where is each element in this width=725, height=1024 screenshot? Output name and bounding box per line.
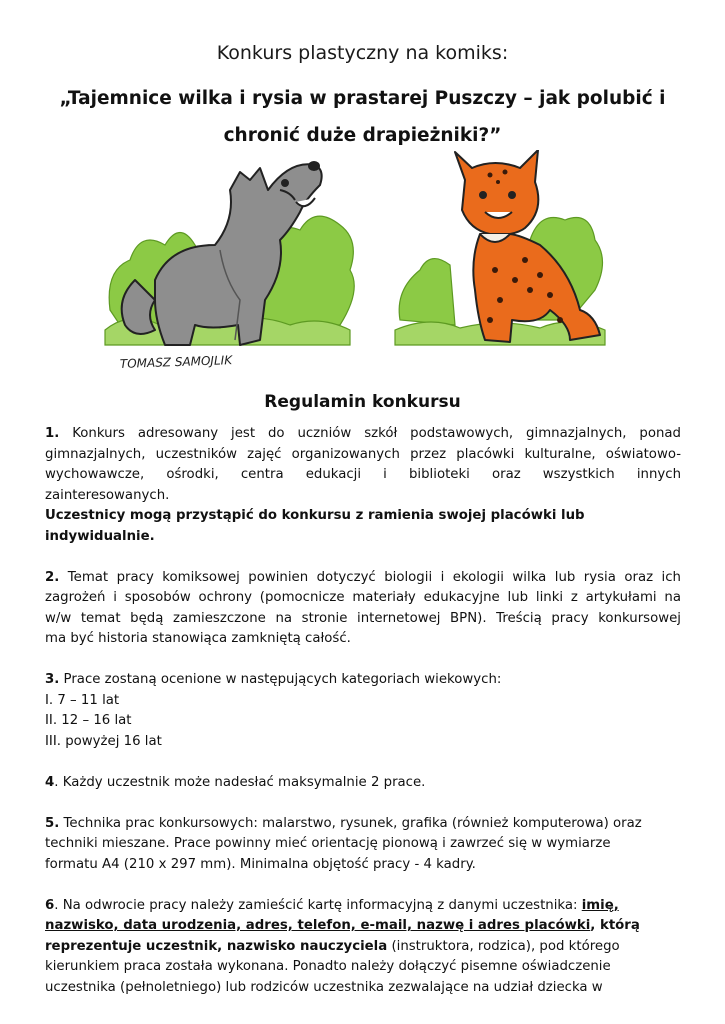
rule-6-underlined-1: imię,	[581, 897, 619, 913]
rules-heading: Regulamin konkursu	[264, 392, 461, 412]
rules-body	[45, 424, 681, 998]
rule-4	[45, 773, 681, 794]
wolf-and-lynx-illustration	[100, 150, 630, 385]
rule-2-line-4: ma być historia stanowiąca zamkniętą całość.	[45, 631, 351, 646]
rule-3-intro	[45, 670, 681, 691]
contest-subtitle: „Tajemnice wilka i rysia w prastarej Puszczy – jak polubić i chronić duże drapieżniki?”	[59, 88, 666, 146]
rule-5-text-1: Technika prac konkursowych: malarstwo, rysunek, grafika (również komputerowa) oraz	[59, 815, 642, 831]
rule-5-line-2: techniki mieszane. Prace powinny mieć orientację pionową i zawrzeć się w wymiarze	[45, 836, 611, 851]
rule-3-category-3: III. powyżej 16 lat	[45, 733, 162, 749]
rule-1-text-1: Konkurs adresowany jest do uczniów szkół podstawowych, gimnazjalnych, ponad	[59, 426, 681, 441]
rule-3-category-1: I. 7 – 11 lat	[45, 692, 120, 708]
rule-2-line-3: w/w temat będą zamieszczone na stronie internetowej BPN). Treścią pracy konkursowej	[45, 610, 681, 626]
rule-2-line-1	[45, 568, 681, 589]
rule-2-line-2: zagrożeń i sposobów ochrony (pomocnicze materiały edukacyjne lub linki z artykułami na	[45, 590, 681, 605]
rule-5-line-1	[45, 814, 681, 835]
rule-4-text: . Każdy uczestnik może nadesłać maksymalnie 2 prace.	[54, 774, 426, 790]
rule-2-text-1: Temat pracy komiksowej powinien dotyczyć biologii i ekologii wilka lub rysia oraz ich	[59, 569, 681, 585]
rule-6-bold-2: , którą	[590, 918, 640, 933]
rule-1-bold-note: Uczestnicy mogą przystąpić do konkursu z ramienia swojej placówki lub indywidualnie.	[45, 508, 585, 544]
signature-text: TOMASZ SAMOJLIK	[119, 353, 233, 371]
rule-6-text-3: (instruktora, rodzica), pod którego	[387, 938, 620, 954]
rule-1-line-1	[45, 424, 681, 445]
rule-5-number: 5.	[45, 815, 60, 831]
rule-6-underlined-2: nazwisko, data urodzenia, adres, telefon, e-mail, nazwę i adres placówki	[45, 918, 591, 933]
contest-title: Konkurs plastyczny na komiks:	[216, 42, 509, 64]
rule-6-line-4: kierunkiem praca została wykonana. Ponadto należy dołączyć pisemne oświadczenie	[45, 959, 611, 974]
rule-1-line-2: gimnazjalnych, uczestników zajęć organizowanych przez placówki kulturalne, oświatowo-	[45, 446, 681, 462]
rule-3-text: Prace zostaną ocenione w następujących kategoriach wiekowych:	[59, 672, 502, 687]
rule-4-number: 4	[45, 774, 55, 790]
rule-6-bold-3: reprezentuje uczestnik, nazwisko nauczyciela	[45, 938, 388, 954]
rule-3-number: 3.	[45, 672, 60, 687]
rule-6-text-1: . Na odwrocie pracy należy zamieścić kartę informacyjną z danymi uczestnika:	[54, 897, 582, 913]
rule-5-line-3: formatu A4 (210 x 297 mm). Minimalna objętość pracy - 4 kadry.	[45, 856, 476, 872]
rule-3-category-2: II. 12 – 16 lat	[45, 713, 132, 728]
rule-6-line-1	[45, 896, 681, 917]
rule-6-line-2	[45, 916, 681, 937]
rule-6-number: 6	[45, 897, 55, 913]
rule-1-number: 1.	[45, 426, 60, 441]
rule-6-line-3	[45, 937, 681, 958]
rule-6-line-5: uczestnika (pełnoletniego) lub rodziców uczestnika zezwalające na udział dziecka w	[45, 979, 603, 995]
rule-1-line-3: wychowawcze, ośrodki, centra edukacji i biblioteki oraz wszystkich innych	[45, 467, 681, 482]
rule-2-number: 2.	[45, 569, 60, 585]
rule-1-line-4: zainteresowanych.	[45, 487, 170, 503]
